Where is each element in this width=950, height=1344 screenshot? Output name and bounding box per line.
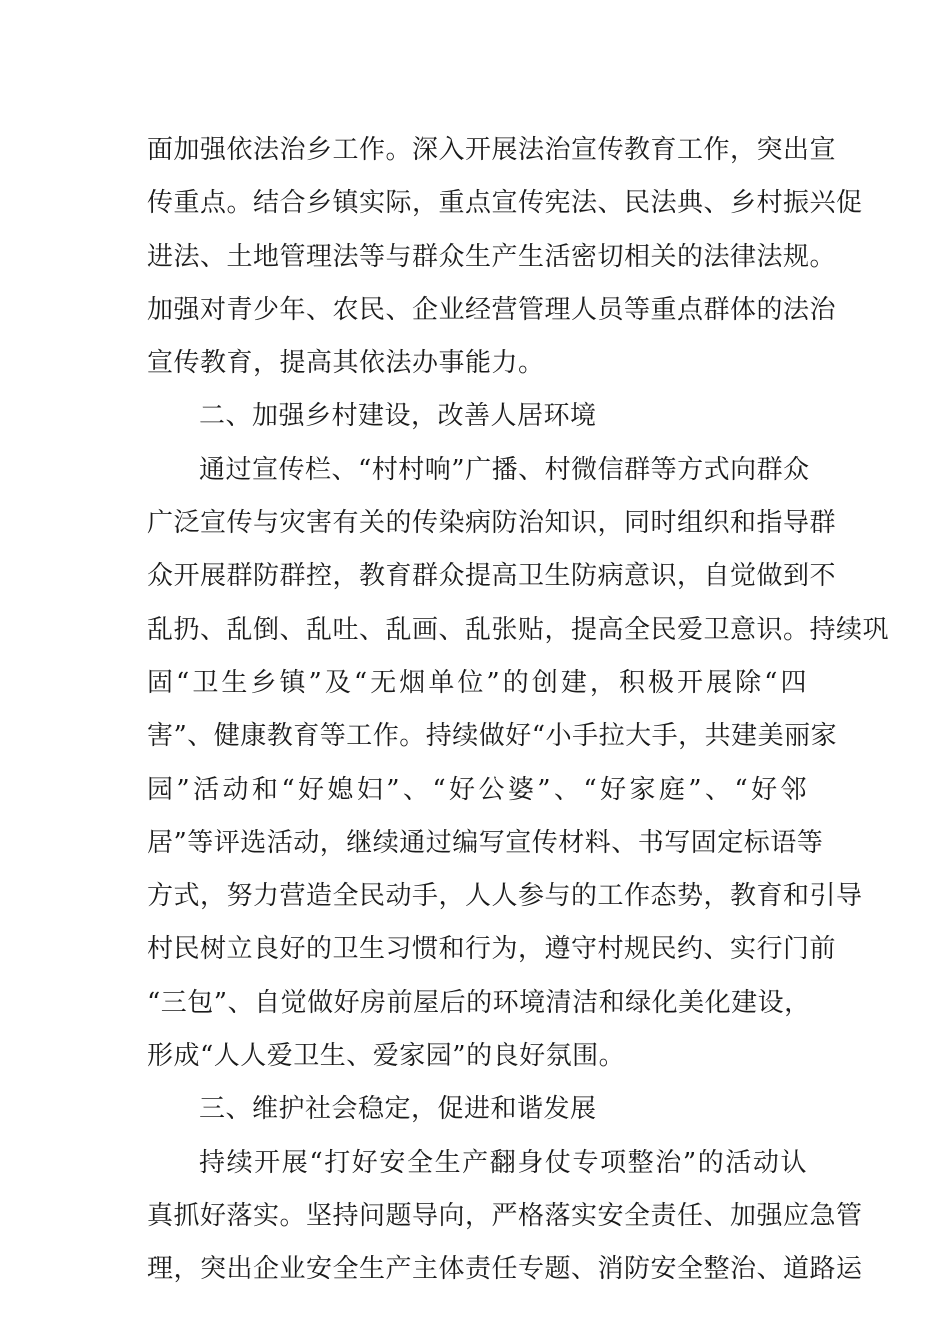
text-line: 面加强依法治乡工作。深入开展法治宣传教育工作，突出宣 bbox=[147, 135, 837, 165]
text-line: 理，突出企业安全生产主体责任专题、消防安全整治、道路运 bbox=[147, 1254, 863, 1285]
section-heading-social-stability: 三、维护社会稳定，促进和谐发展 bbox=[199, 1094, 597, 1125]
text-line: 害”、健康教育等工作。持续做好“小手拉大手，共建美丽家 bbox=[147, 721, 838, 752]
text-line: 固“卫生乡镇”及“无烟单位”的创建，积极开展除“四 bbox=[147, 667, 807, 698]
text-line: 乱扔、乱倒、乱吐、乱画、乱张贴，提高全民爱卫意识。持续巩 bbox=[147, 614, 890, 645]
document-body bbox=[147, 124, 890, 1297]
text-line: 方式，努力营造全民动手，人人参与的工作态势，教育和引导 bbox=[147, 881, 863, 912]
paragraph-safety-production bbox=[147, 1137, 863, 1297]
paragraph-rule-of-law bbox=[147, 124, 863, 390]
text-line: 居”等评选活动，继续通过编写宣传材料、书写固定标语等 bbox=[147, 827, 824, 858]
text-line: 传重点。结合乡镇实际，重点宣传宪法、民法典、乡村振兴促 bbox=[147, 188, 863, 219]
paragraph-living-environment bbox=[147, 444, 890, 1084]
section-heading-rural-construction: 二、加强乡村建设，改善人居环境 bbox=[199, 401, 597, 432]
text-line: 真抓好落实。坚持问题导向，严格落实安全责任、加强应急管 bbox=[147, 1200, 863, 1231]
text-line: 进法、土地管理法等与群众生产生活密切相关的法律法规。 bbox=[147, 241, 837, 272]
text-line: 广泛宣传与灾害有关的传染病防治知识，同时组织和指导群 bbox=[147, 508, 837, 539]
text-line: “三包”、自觉做好房前屋后的环境清洁和绿化美化建设， bbox=[147, 987, 811, 1018]
text-line: 村民树立良好的卫生习惯和行为，遵守村规民约、实行门前 bbox=[147, 934, 837, 965]
text-line: 众开展群防群控，教育群众提高卫生防病意识，自觉做到不 bbox=[147, 561, 837, 592]
text-line: 形成“人人爱卫生、爱家园”的良好氛围。 bbox=[147, 1041, 626, 1072]
text-line: 宣传教育，提高其依法办事能力。 bbox=[147, 348, 545, 379]
text-line: 园”活动和“好媳妇”、“好公婆”、“好家庭”、“好邻 bbox=[147, 774, 807, 805]
text-line: 加强对青少年、农民、企业经营管理人员等重点群体的法治 bbox=[147, 294, 837, 325]
text-line: 持续开展“打好安全生产翻身仗专项整治”的活动认 bbox=[199, 1147, 807, 1178]
text-line: 通过宣传栏、“村村响”广播、村微信群等方式向群众 bbox=[199, 454, 810, 485]
